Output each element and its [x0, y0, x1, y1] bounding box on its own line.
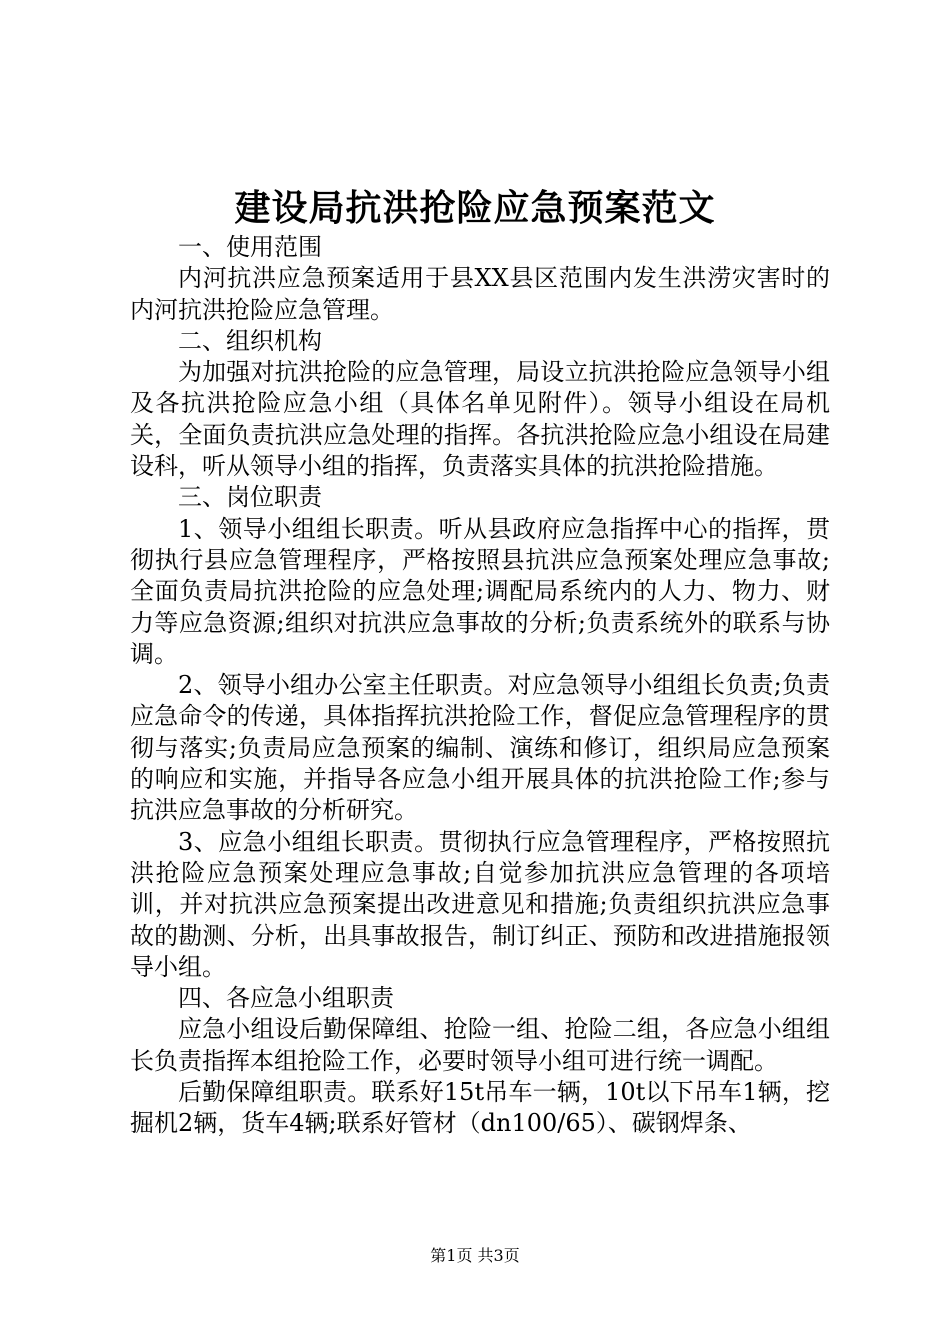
section-heading-team-duties: 四、各应急小组职责 — [178, 984, 394, 1013]
paragraph-scope: 内河抗洪应急预案适用于县XX县区范围内发生洪涝灾害时的内河抗洪抢险应急管理。 — [130, 264, 830, 324]
paragraph-teams: 应急小组设后勤保障组、抢险一组、抢险二组，各应急小组组长负责指挥本组抢险工作，必要时领导小组可进行统一调配。 — [130, 1015, 830, 1075]
paragraph-logistics: 后勤保障组职责。联系好15t吊车一辆，10t以下吊车1辆，挖掘机2辆，货车4辆;联系好管材（dn100/65）、碳钢焊条、 — [130, 1078, 830, 1138]
paragraph-organization: 为加强对抗洪抢险的应急管理，局设立抗洪抢险应急领导小组及各抗洪抢险应急小组（具体名单见附件）。领导小组设在局机关，全面负责抗洪应急处理的指挥。各抗洪抢险应急小组设在局建设科，听从领导小组的指挥，负责落实具体的抗洪抢险措施。 — [130, 358, 830, 481]
section-heading-organization: 二、组织机构 — [178, 326, 322, 355]
section-heading-duties: 三、岗位职责 — [178, 483, 322, 512]
paragraph-duty-team-leader: 3、应急小组组长职责。贯彻执行应急管理程序，严格按照抗洪抢险应急预案处理应急事故;自觉参加抗洪应急管理的各项培训，并对抗洪应急预案提出改进意见和措施;负责组织抗洪应急事故的勘测、分析，出具事故报告，制订纠正、预防和改进措施报领导小组。 — [130, 827, 830, 981]
document-title: 建设局抗洪抢险应急预案范文 — [234, 187, 716, 229]
paragraph-duty-leader: 1、领导小组组长职责。听从县政府应急指挥中心的指挥，贯彻执行县应急管理程序，严格按照县抗洪应急预案处理应急事故;全面负责局抗洪抢险的应急处理;调配局系统内的人力、物力、财力等应急资源;组织对抗洪应急事故的分析;负责系统外的联系与协调。 — [130, 514, 830, 668]
section-heading-scope: 一、使用范围 — [178, 233, 322, 261]
paragraph-duty-office-director: 2、领导小组办公室主任职责。对应急领导小组组长负责;负责应急命令的传递，具体指挥抗洪抢险工作，督促应急管理程序的贯彻与落实;负责局应急预案的编制、演练和修订，组织局应急预案的响应和实施，并指导各应急小组开展具体的抗洪抢险工作;参与抗洪应急事故的分析研究。 — [130, 671, 830, 825]
document-body — [130, 232, 830, 1140]
page-number: 第1页 共3页 — [430, 1246, 520, 1265]
